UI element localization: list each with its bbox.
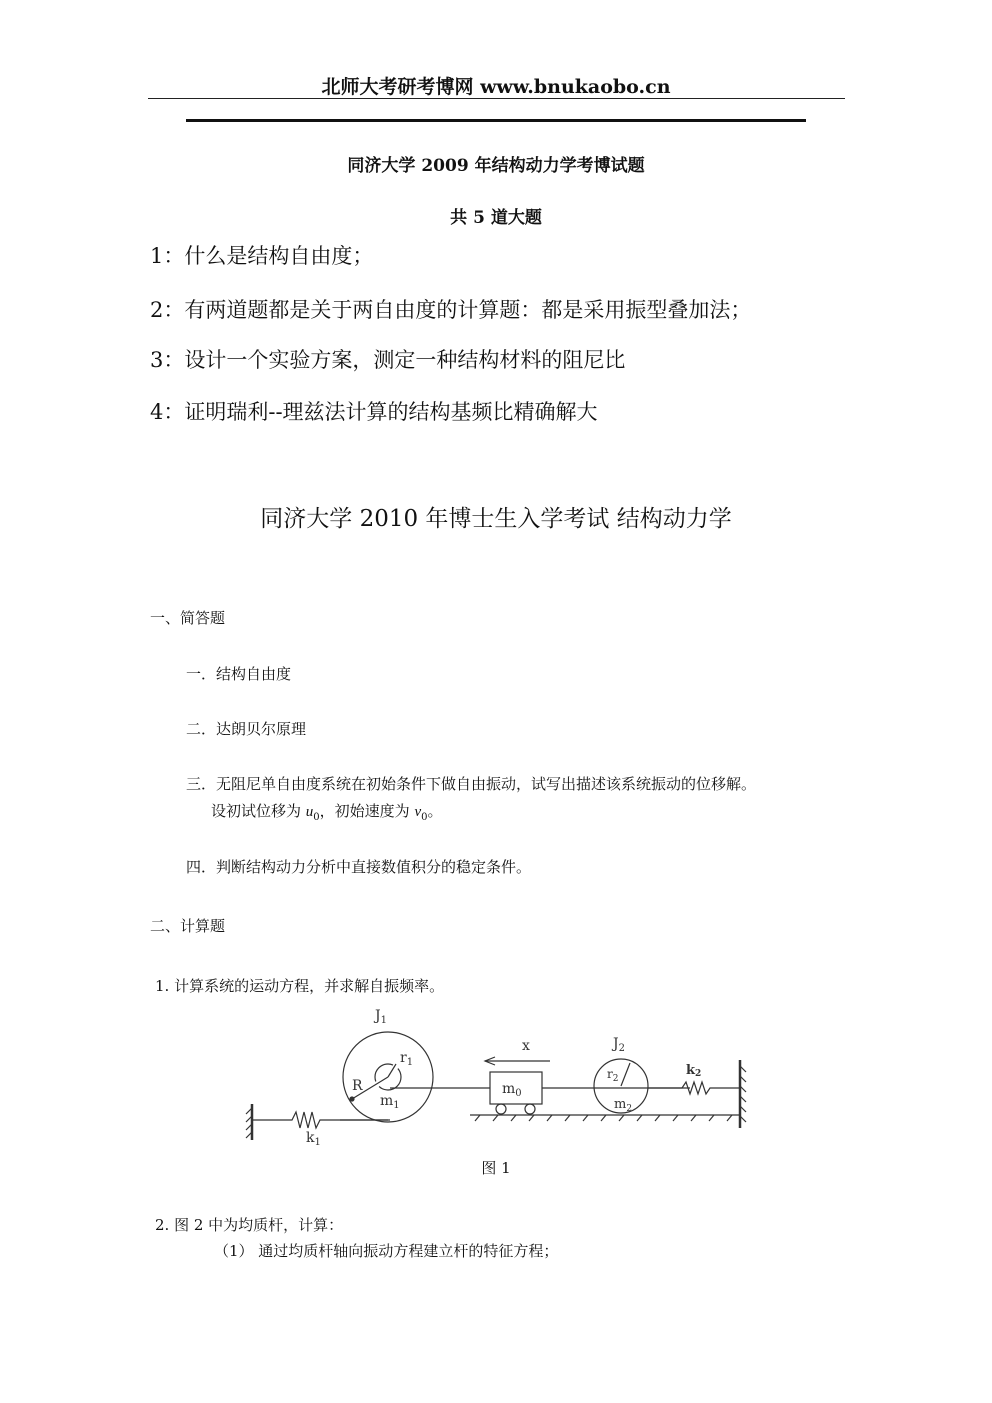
problem-1: 1. 计算系统的运动方程，并求解自振频率。 <box>155 977 445 995</box>
label-k2: k2 <box>686 1063 702 1079</box>
header-rule-thin <box>148 98 845 99</box>
question-2: 2：有两道题都是关于两自由度的计算题：都是采用振型叠加法； <box>150 298 752 322</box>
label-m0: $m_0$ <box>502 1081 522 1099</box>
var-v-subscript: 0 <box>421 812 428 823</box>
label-J1: $J_1$ <box>375 1008 387 1026</box>
initial-velocity-text: ，初始速度为 <box>319 802 415 820</box>
label-m1: $m_1$ <box>380 1093 400 1111</box>
question-4: 4：证明瑞利--理兹法计算的结构基频比精确解大 <box>150 400 598 424</box>
label-x: x <box>522 1038 530 1054</box>
question-1: 1：什么是结构自由度； <box>150 244 374 268</box>
question-3: 3：设计一个实验方案，测定一种结构材料的阻尼比 <box>150 348 626 372</box>
period: 。 <box>427 802 443 820</box>
var-u-subscript: 0 <box>313 812 320 823</box>
label-J2: $J_2$ <box>613 1036 625 1054</box>
label-k1: $k_1$ <box>306 1130 321 1148</box>
var-u: u <box>305 804 314 820</box>
figure-1-diagram <box>230 1000 770 1160</box>
section-heading-calculation: 二、计算题 <box>150 917 226 935</box>
short-answer-item-3-line2 <box>211 800 443 823</box>
short-answer-item-3: 三．无阻尼单自由度系统在初始条件下做自由振动，试写出描述该系统振动的位移解。 <box>186 775 757 793</box>
site-header: 北师大考研考博网 www.bnukaobo.cn <box>321 76 671 98</box>
problem-2: 2. 图 2 中为均质杆，计算： <box>155 1216 344 1234</box>
section-heading-short-answer: 一、简答题 <box>150 609 226 627</box>
header-rule-thick <box>186 119 806 122</box>
figure-1-caption: 图 1 <box>481 1159 511 1177</box>
radius-r2 <box>621 1063 630 1086</box>
problem-2-item-1: （1） 通过均质杆轴向振动方程建立杆的特征方程； <box>214 1242 559 1260</box>
radius-r1 <box>388 1064 396 1077</box>
wheel-left <box>496 1104 506 1114</box>
short-answer-item-1: 一．结构自由度 <box>186 665 292 683</box>
exam-2009-count: 共 5 道大题 <box>450 208 542 228</box>
short-answer-item-4: 四．判断结构动力分析中直接数值积分的稳定条件。 <box>186 858 532 876</box>
exam-2010-title: 同济大学 2010 年博士生入学考试 结构动力学 <box>260 506 732 532</box>
label-r2: $r_2$ <box>607 1067 619 1084</box>
spring-k2 <box>648 1082 740 1094</box>
label-r1: $r_1$ <box>400 1050 414 1068</box>
short-answer-item-2: 二．达朗贝尔原理 <box>186 720 307 738</box>
wheel-right <box>525 1104 535 1114</box>
label-m2: $m_2$ <box>614 1097 633 1114</box>
exam-2009-title: 同济大学 2009 年结构动力学考博试题 <box>347 156 645 176</box>
label-R: R <box>352 1078 363 1094</box>
ground-hatch <box>475 1115 732 1121</box>
initial-displacement-text: 设初试位移为 <box>211 802 306 820</box>
var-v: v <box>414 804 422 820</box>
